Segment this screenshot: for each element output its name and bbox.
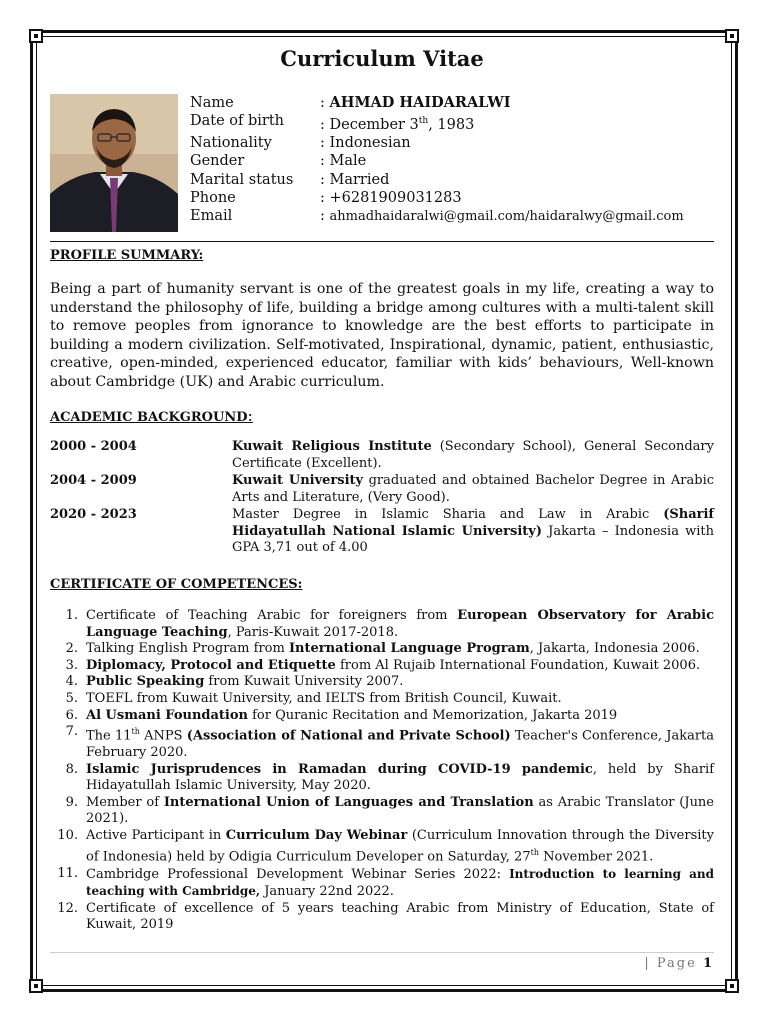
certs-heading: CERTIFICATE OF COMPETENCES:	[50, 577, 303, 592]
cert-item: 12. Certificate of excellence of 5 years teaching Arabic from Ministry of Education, State of Kuwait, 2019	[57, 900, 714, 933]
academic-item: 2004 - 2009 Kuwait University graduated and obtained Bachelor Degree in Arabic Arts and Literature, (Very Good).	[50, 473, 715, 505]
email-link[interactable]: ahmadhaidaralwi@gmail.com/haidaralwy@gmail.com	[329, 209, 684, 225]
cert-item: 7. The 11th ANPS (Association of National and Private School) Teacher's Conference, Jakarta February 2020.	[65, 724, 715, 761]
info-row-email: Email : ahmadhaidaralwi@gmail.com/haidaralwy@gmail.com	[190, 208, 684, 225]
cert-item: 11. Cambridge Professional Development Webinar Series 2022: Introduction to learning and teaching with Cambridge, January 22nd 2022.	[57, 865, 714, 900]
academic-list	[50, 439, 714, 558]
corner-ornament	[29, 29, 43, 43]
full-name: AHMAD HAIDARALWI	[329, 94, 511, 111]
cert-item: 2. Talking English Program from International Language Program, Jakarta, Indonesia 2006.	[65, 641, 700, 657]
cert-item: 6. Al Usmani Foundation for Quranic Recitation and Memorization, Jakarta 2019	[65, 707, 618, 723]
portrait-image	[50, 94, 178, 232]
cert-item: 1. Certificate of Teaching Arabic for foreigners from European Observatory for Arabic Language Teaching, Paris-Kuwait 2017-2018.	[65, 608, 714, 640]
profile-heading: PROFILE SUMMARY:	[50, 248, 204, 263]
cert-item: 10. Active Participant in Curriculum Day Webinar (Curriculum Innovation through the Diversity of Indonesia) held by Odigia Curriculum Developer on Saturday, 27th November 2021.	[57, 828, 714, 864]
academic-item: 2020 - 2023 Master Degree in Islamic Sharia and Law in Arabic (Sharif Hidayatullah National Islamic University) Jakarta – Indonesia with GPA 3,71 out of 4.00	[50, 507, 714, 555]
info-row-marital: Marital status : Married	[190, 171, 390, 188]
cert-item: 5. TOEFL from Kuwait University, and IELTS from British Council, Kuwait.	[65, 690, 562, 706]
certs-list	[50, 608, 714, 934]
corner-ornament	[725, 29, 739, 43]
info-row-gender: Gender : Male	[190, 153, 367, 170]
cert-item: 4. Public Speaking from Kuwait University 2007.	[65, 674, 404, 690]
cert-item: 3. Diplomacy, Protocol and Etiquette from Al Rujaib International Foundation, Kuwait 2006.	[65, 657, 701, 673]
profile-photo	[50, 94, 178, 232]
cert-item: 9. Member of International Union of Languages and Translation as Arabic Translator (June 2021).	[65, 794, 715, 827]
page-number: | Page 1	[644, 956, 714, 971]
cert-item: 8. Islamic Jurisprudences in Ramadan during COVID-19 pandemic, held by Sharif Hidayatullah Islamic University, May 2020.	[65, 761, 715, 794]
info-row-name: Name : AHMAD HAIDARALWI	[190, 94, 511, 111]
academic-heading: ACADEMIC BACKGROUND:	[50, 406, 253, 425]
info-row-dob: Date of birth : December 3th, 1983	[190, 113, 475, 134]
info-row-nationality: Nationality : Indonesian	[190, 135, 411, 152]
header-divider	[50, 241, 714, 242]
personal-info	[190, 94, 684, 226]
academic-item: 2000 - 2004 Kuwait Religious Institute (Secondary School), General Secondary Certificate (Excellent).	[50, 439, 714, 471]
profile-text: Being a part of humanity servant is one of the greatest goals in my life, creating a way to understand the philosophy of life, building a bridge among cultures with a multi-talent skill to remove peoples from ignorance to knowledge are the best efforts to participate in building a modern civilization. Self-motivated, Inspirational, dynamic, patient, enthusiastic, creative, open-minded, experienced educator, familiar with kids’ behaviours, Well-known about Cambridge (UK) and Arabic curriculum.	[50, 281, 714, 390]
corner-ornament	[725, 979, 739, 993]
corner-ornament	[29, 979, 43, 993]
page-title: Curriculum Vitae	[280, 46, 484, 71]
info-row-phone: Phone : +6281909031283	[190, 189, 462, 206]
footer-divider	[50, 952, 714, 953]
